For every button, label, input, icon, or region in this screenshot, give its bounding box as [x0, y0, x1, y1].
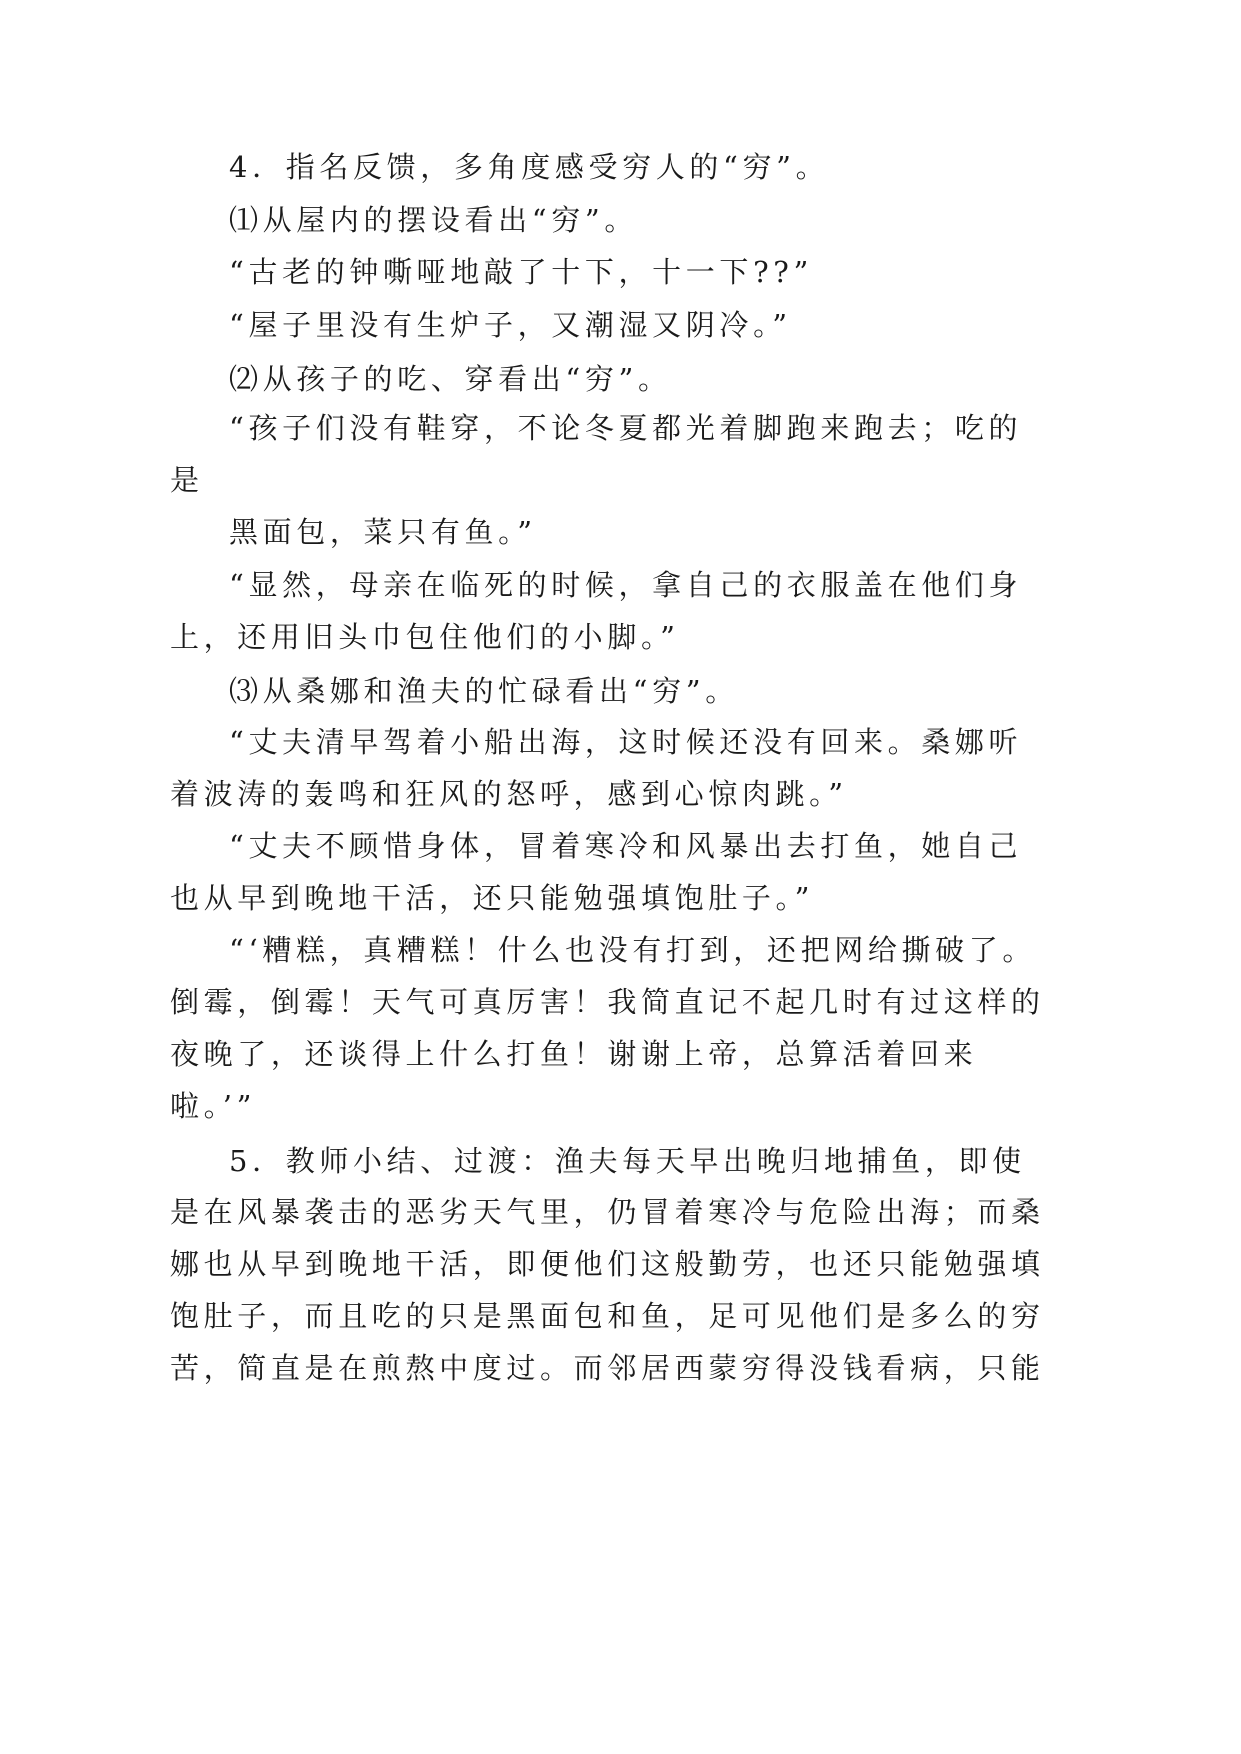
- text-line-12: “丈夫清早驾着小船出海，这时候还没有回来。桑娜听: [229, 725, 1023, 759]
- text-line-17: 倒霉，倒霉！天气可真厉害！我简直记不起几时有过这样的: [170, 985, 1045, 1019]
- text-line-24: 苦，简直是在煎熬中度过。而邻居西蒙穷得没钱看病，只能: [170, 1351, 1045, 1385]
- text-line-23: 饱肚子，而且吃的只是黑面包和鱼，足可见他们是多么的穷: [170, 1299, 1045, 1333]
- text-line-8: 黑面包，菜只有鱼。”: [229, 515, 537, 549]
- text-line-21: 是在风暴袭击的恶劣天气里，仍冒着寒冷与危险出海；而桑: [170, 1195, 1045, 1229]
- text-line-11: ⑶从桑娜和渔夫的忙碌看出“穷”。: [229, 674, 739, 708]
- text-line-13: 着波涛的轰鸣和狂风的怒呼，感到心惊肉跳。”: [170, 777, 848, 811]
- text-line-15: 也从早到晚地干活，还只能勉强填饱肚子。”: [170, 881, 815, 915]
- text-line-16: “‘糟糕，真糟糕！什么也没有打到，还把网给撕破了。: [229, 933, 1037, 967]
- text-line-5: ⑵从孩子的吃、穿看出“穷”。: [229, 362, 672, 396]
- text-line-3: “古老的钟嘶哑地敲了十下，十一下??”: [229, 255, 813, 289]
- text-line-14: “丈夫不顾惜身体，冒着寒冷和风暴出去打鱼，她自己: [229, 829, 1023, 863]
- text-line-2: ⑴从屋内的摆设看出“穷”。: [229, 203, 638, 237]
- text-line-20: 5．教师小结、过渡：渔夫每天早出晚归地捕鱼，即使: [229, 1144, 1026, 1178]
- text-line-6: “孩子们没有鞋穿，不论冬夏都光着脚跑来跑去；吃的: [229, 411, 1023, 445]
- text-line-18: 夜晚了，还谈得上什么打鱼！谢谢上帝，总算活着回来: [170, 1037, 978, 1071]
- text-line-1: 4．指名反馈，多角度感受穷人的“穷”。: [229, 150, 830, 184]
- text-line-4: “屋子里没有生炉子，又潮湿又阴冷。”: [229, 308, 792, 342]
- text-line-22: 娜也从早到晚地干活，即便他们这般勤劳，也还只能勉强填: [170, 1247, 1045, 1281]
- text-line-10: 上，还用旧头巾包住他们的小脚。”: [170, 620, 680, 654]
- text-line-9: “显然，母亲在临死的时候，拿自己的衣服盖在他们身: [229, 568, 1023, 602]
- text-line-7: 是: [170, 463, 204, 497]
- text-line-19: 啦。’”: [170, 1089, 257, 1123]
